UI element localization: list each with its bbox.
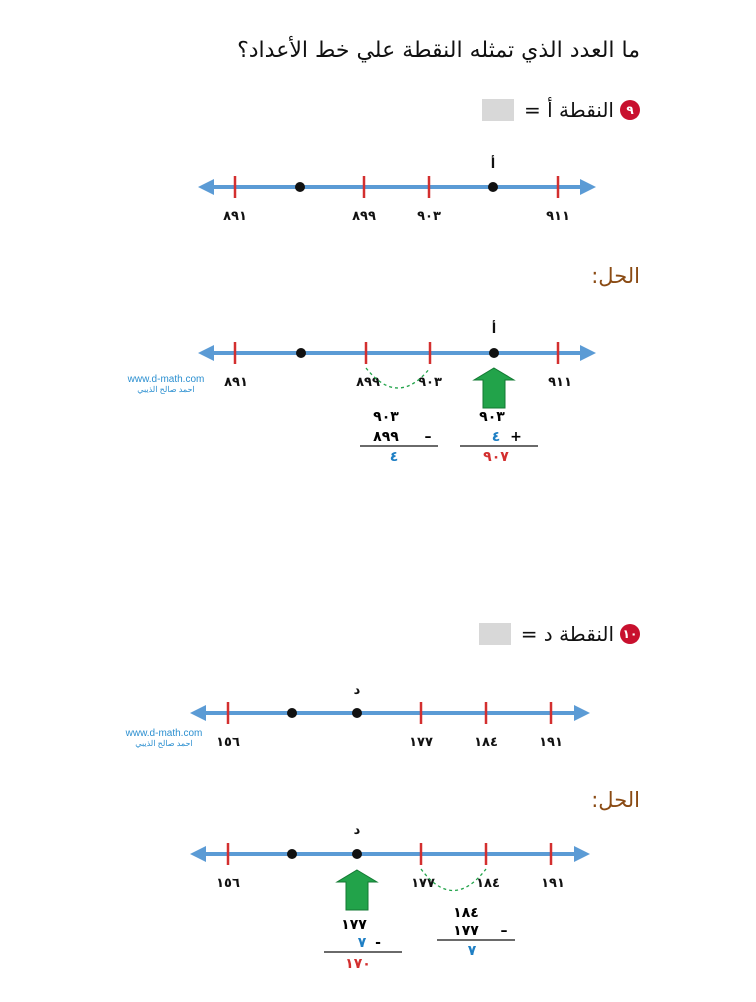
point-dot xyxy=(287,708,297,718)
solution-label: الحل: xyxy=(591,264,640,288)
calc-operator: – xyxy=(424,429,432,445)
calc-result: ٧ xyxy=(467,943,477,959)
point-a-dot xyxy=(488,182,498,192)
point-d-dot xyxy=(352,849,362,859)
tick-label: ٨٩٩ xyxy=(352,209,376,224)
tick-label: ٩١١ xyxy=(546,209,570,224)
addition-calc xyxy=(460,409,538,465)
solution-label: الحل: xyxy=(591,788,640,812)
tick-label: ١٥٦ xyxy=(216,735,240,750)
calc-operand: ١٨٤ xyxy=(453,905,479,921)
tick-label: ٨٩١ xyxy=(223,209,247,224)
tick-label: ١٧٧ xyxy=(411,876,435,891)
watermark-url: www.d-math.com xyxy=(127,374,205,385)
calc-operand: ٤ xyxy=(491,429,501,445)
question-number-badge: ١٠ xyxy=(620,624,640,644)
watermark-name: احمد صالح الذيبي xyxy=(135,739,193,748)
tick-label: ١٨٤ xyxy=(476,876,500,891)
question-label: النقطة أ = xyxy=(524,98,614,122)
point-letter: د xyxy=(353,683,361,698)
point-letter: د xyxy=(353,823,361,838)
calc-result: ١٧٠ xyxy=(345,956,371,972)
number-line-sol9 xyxy=(127,320,588,465)
calc-operator: – xyxy=(500,923,508,939)
tick-label: ١٧٧ xyxy=(409,735,433,750)
point-d-dot xyxy=(352,708,362,718)
calc-operand: ٨٩٩ xyxy=(373,429,399,445)
calc-operand: ١٧٧ xyxy=(453,923,479,939)
question-number-badge: ٩ xyxy=(620,100,640,120)
page-title: ما العدد الذي تمثله النقطة علي خط الأعداد؟ xyxy=(237,38,640,63)
calc-operator: - xyxy=(375,935,381,951)
calc-result: ٩٠٧ xyxy=(483,449,509,465)
tick-label: ١٨٤ xyxy=(474,735,498,750)
tick-label: ٩٠٣ xyxy=(417,209,441,224)
tick-label: ١٩١ xyxy=(541,876,565,891)
question-label: النقطة د = xyxy=(520,622,614,646)
number-line-q10 xyxy=(125,683,582,750)
tick-label: ٨٩١ xyxy=(224,375,248,390)
calc-operand: ١٧٧ xyxy=(341,917,367,933)
point-dot xyxy=(287,849,297,859)
calc-operand: ٧ xyxy=(357,935,367,951)
subtraction-calc xyxy=(437,905,515,959)
calc-result: ٤ xyxy=(389,449,399,465)
tick-label: ٩١١ xyxy=(548,375,572,390)
point-letter: أ xyxy=(491,322,497,337)
tick-label: ١٥٦ xyxy=(216,876,240,891)
watermark-name: احمد صالح الذيبي xyxy=(137,385,195,394)
calc-operand: ٩٠٣ xyxy=(373,409,399,425)
calc-operand: ٩٠٣ xyxy=(479,409,505,425)
tick-label: ٨٩٩ xyxy=(356,375,380,390)
point-dot xyxy=(295,182,305,192)
point-dot xyxy=(296,348,306,358)
point-letter: أ xyxy=(490,157,496,172)
watermark-url: www.d-math.com xyxy=(125,728,203,739)
tick-label: ١٩١ xyxy=(539,735,563,750)
subtraction-calc-2 xyxy=(324,917,402,972)
point-a-dot xyxy=(489,348,499,358)
up-arrow-icon xyxy=(337,870,377,910)
tick-label: ٩٠٣ xyxy=(418,375,442,390)
calc-operator: + xyxy=(510,429,522,445)
number-line-q9 xyxy=(206,155,588,224)
up-arrow-icon xyxy=(474,368,514,408)
number-line-sol10 xyxy=(198,823,582,972)
subtraction-calc xyxy=(360,409,438,465)
